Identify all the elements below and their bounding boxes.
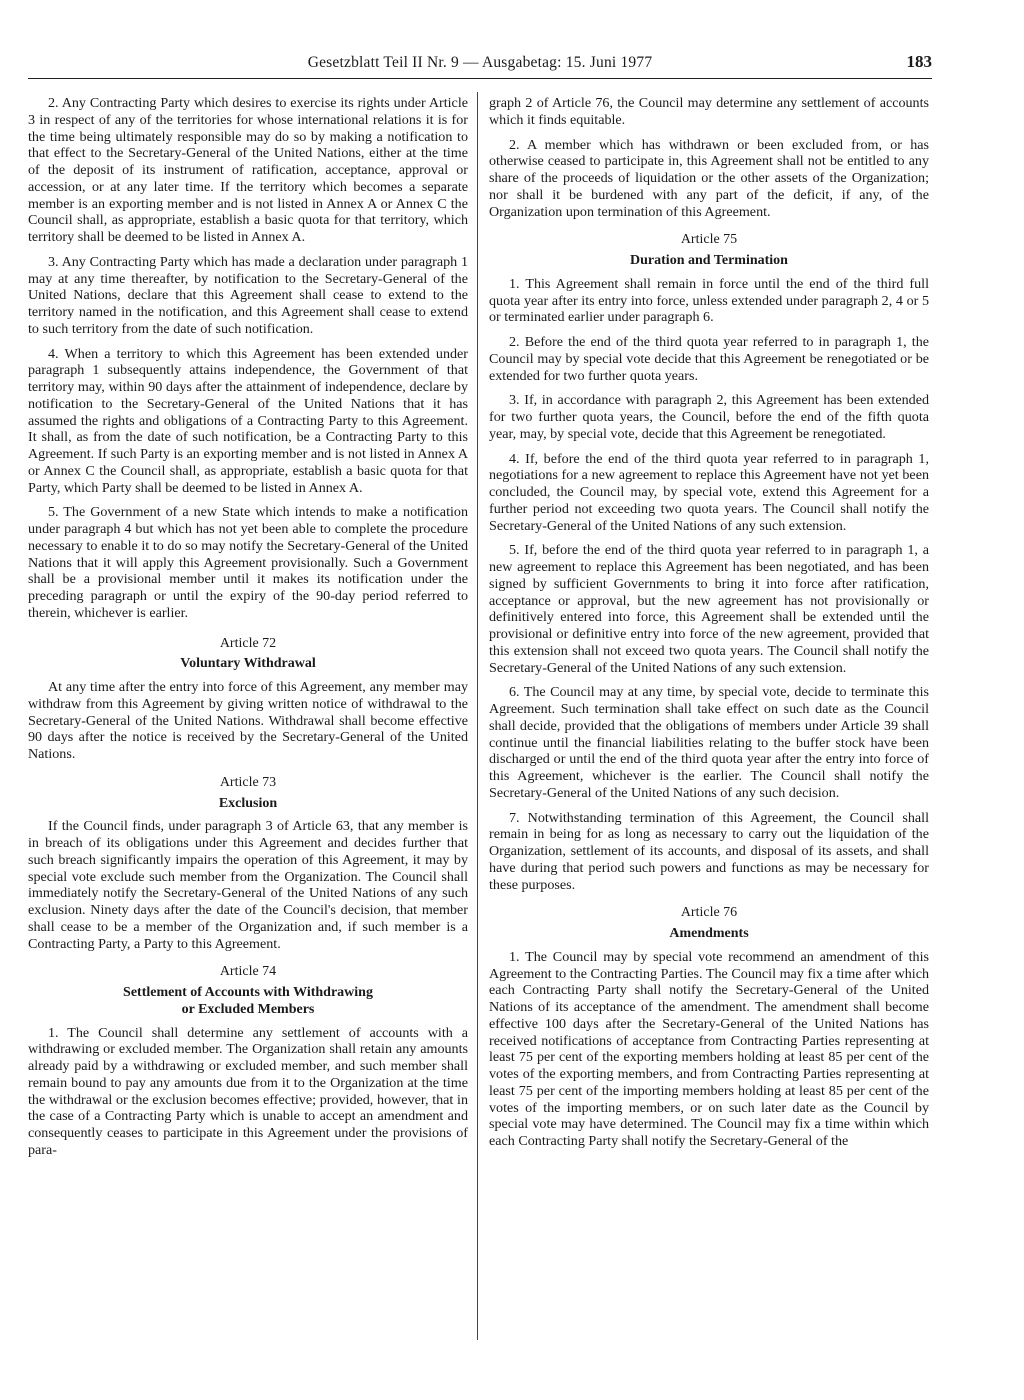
article-75-paragraph-1: 1. This Agreement shall remain in force until the end of the third full quota year after its entry into force, unless extended under paragraph 2, 4 or 5 or terminated earlier under paragraph 6. bbox=[489, 275, 929, 326]
article-74-title-line-1: Settlement of Accounts with Withdrawing bbox=[123, 985, 373, 1000]
article-75-paragraph-2: 2. Before the end of the third quota year referred to in paragraph 1, the Council may by special vote decide that this Agreement be renegotiated or be extended for two further quota years. bbox=[489, 334, 929, 384]
article-76-title: Amendments bbox=[669, 926, 749, 941]
left-column bbox=[28, 95, 468, 1167]
page-number: 183 bbox=[906, 52, 932, 71]
article-72-title: Voluntary Withdrawal bbox=[180, 656, 316, 672]
article-75-number: Article 75 bbox=[680, 232, 738, 248]
article-71-paragraph-4: 4. When a territory to which this Agreement has been extended under paragraph 1 subsequently attains independence, the Government of that territory may, within 90 days after the attainment of independence, declare by notification to the Secretary-General of the United Nations that it has assumed the rights and obligations of a Contracting Party to this Agreement. It shall, as from the date of such notification, be a Contracting Party to this Agreement. If such Party is an exporting member and is not listed in Annex A or Annex C the Council shall, as appropriate, establish a basic quota for that Party, which Party shall be deemed to be listed in Annex A. bbox=[28, 345, 468, 496]
gazette-title: Gesetzblatt Teil II Nr. 9 — Ausgabetag: 15. Juni 1977 bbox=[307, 54, 653, 71]
article-72-text: At any time after the entry into force of this Agreement, any member may withdraw from this Agreement by giving written notice of withdrawal to the Secretary-General of the United Nations. Withdrawal shall become effective 90 days after the notice is received by the Secretary-General of the United Nations. bbox=[28, 679, 468, 762]
article-75-paragraph-4: 4. If, before the end of the third quota year referred to in paragraph 1, negotiations for a new agreement to replace this Agreement have not yet been concluded, the Council may, by special vote, extend this Agreement for a further period not exceeding two quota years. The Council shall notify the Secretary-General of the United Nations of any such extension. bbox=[489, 450, 929, 534]
column-divider bbox=[477, 92, 478, 1340]
article-75-paragraph-7: 7. Notwithstanding termination of this Agreement, the Council shall remain in being for as long as necessary to carry out the liquidation of the Organization, settlement of its accounts, and disposal of its assets, and shall have during that period such powers and functions as may be necessary for these purposes. bbox=[489, 809, 929, 893]
right-column bbox=[489, 95, 929, 1158]
article-74-title-line-2: or Excluded Members bbox=[181, 1001, 315, 1017]
article-75-title: Duration and Termination bbox=[630, 253, 788, 268]
article-76-number: Article 76 bbox=[680, 905, 738, 921]
article-75-paragraph-6: 6. The Council may at any time, by special vote, decide to terminate this Agreement. Such termination shall take effect on such date as the Council shall decide, provided that the obligations of members under Article 39 shall continue until the financial liabilities relating to the buffer stock have been discharged or until the end of the third quota year after the entry into force of this Agreement, whichever is the earlier. The Council shall notify the Secretary-General of the United Nations of any such decision. bbox=[489, 684, 929, 801]
article-74-number: Article 74 bbox=[219, 964, 277, 980]
article-74-paragraph-1: 1. The Council shall determine any settlement of accounts with a withdrawing or excluded member. The Organization shall retain any amounts already paid by a withdrawing or excluded member, and such member shall remain bound to pay any amounts due from it to the Organization at the time the withdrawal or the exclusion becomes effective; provided, however, that in the case of a Contracting Party which is unable to accept an amendment and consequently ceases to participate in this Agreement under the provisions of para- bbox=[28, 1024, 468, 1158]
article-71-paragraph-5: 5. The Government of a new State which intends to make a notification under paragraph 4 but which has not yet been able to complete the procedure necessary to enable it to do so may notify the Secretary-General of the United Nations that it will apply this Agreement provisionally. Such a Government shall be a provisional member until it makes its notification under the preceding paragraph or until the expiry of the 90-day period referred to therein, whichever is earlier. bbox=[28, 504, 468, 621]
article-72-number: Article 72 bbox=[219, 635, 277, 651]
article-74-paragraph-2: 2. A member which has withdrawn or been excluded from, or has otherwise ceased to participate in, this Agreement shall not be entitled to any share of the proceeds of liquidation or the other assets of the Organization; nor shall it be burdened with any part of the deficit, if any, of the Organization upon termination of this Agreement. bbox=[489, 136, 929, 220]
article-76-paragraph-1: 1. The Council may by special vote recommend an amendment of this Agreement to the Contracting Parties. The Council may fix a time after which each Contracting Party shall notify the Secretary-General of the United Nations of its acceptance of the amendment. The amendment shall become effective 100 days after the Secretary-General of the United Nations has received notifications of acceptance from Contracting Parties representing at least 75 per cent of the exporting members holding at least 85 per cent of the votes of the exporting members, and from Contracting Parties representing at least 75 per cent of the importing members holding at least 85 per cent of the votes of the importing members, or on such later date as the Council by special vote may have determined. The Council may fix a time within which each Contracting Party shall notify the Secretary-General of the bbox=[489, 948, 929, 1149]
article-71-paragraph-2: 2. Any Contracting Party which desires to exercise its rights under Article 3 in respect of any of the territories for whose international relations it is for the time being ultimately responsible may do so by making a notification to that effect to the Secretary-General of the United Nations, either at the time of the deposit of its instrument of ratification, acceptance, approval or accession, or at any later time. If the territory which becomes a separate member is an exporting member and is not listed in Annex A or Annex C the Council shall, as appropriate, establish a basic quota for that territory, which territory shall be deemed to be listed in Annex A. bbox=[28, 95, 468, 245]
article-75-paragraph-3: 3. If, in accordance with paragraph 2, this Agreement has been extended for two further quota years, the Council, before the end of the fifth quota year, may, by special vote, decide that this Agreement be renegotiated. bbox=[489, 392, 929, 442]
article-73-number: Article 73 bbox=[219, 774, 277, 790]
article-75-paragraph-5: 5. If, before the end of the third quota year referred to in paragraph 1, a new agreement to replace this Agreement has been negotiated, and has been signed by sufficient Governments to bring it into force after ratification, acceptance or approval, but the new agreement has not provisionally or definitively entered into force, this Agreement shall be extended until the provisional or definitive entry into force of the new agreement, provided that this extension shall not exceed two quota years. The Council shall notify the Secretary-General of the United Nations of any such extension. bbox=[489, 542, 929, 676]
article-73-text: If the Council finds, under paragraph 3 of Article 63, that any member is in breach of its obligations under this Agreement and decides further that such breach significantly impairs the operation of this Agreement, it may by special vote exclude such member from the Organization. The Council shall immediately notify the Secretary-General of the United Nations of any such exclusion. Ninety days after the date of the Council's decision, that member shall cease to be a member of the Organization and, if such member is a Contracting Party, a Party to this Agreement. bbox=[28, 818, 468, 952]
article-73-title: Exclusion bbox=[218, 795, 278, 811]
page-header bbox=[28, 52, 932, 79]
article-74-title bbox=[28, 985, 468, 1019]
article-71-paragraph-3: 3. Any Contracting Party which has made a declaration under paragraph 1 may at any time thereafter, by notification to the Secretary-General of the United Nations, declare that this Agreement shall cease to extend to the territory named in the notification, and this Agreement shall cease to extend to such territory from the date of such notification. bbox=[28, 253, 468, 337]
article-74-paragraph-1-continued: graph 2 of Article 76, the Council may determine any settlement of accounts which it finds equitable. bbox=[489, 95, 929, 128]
